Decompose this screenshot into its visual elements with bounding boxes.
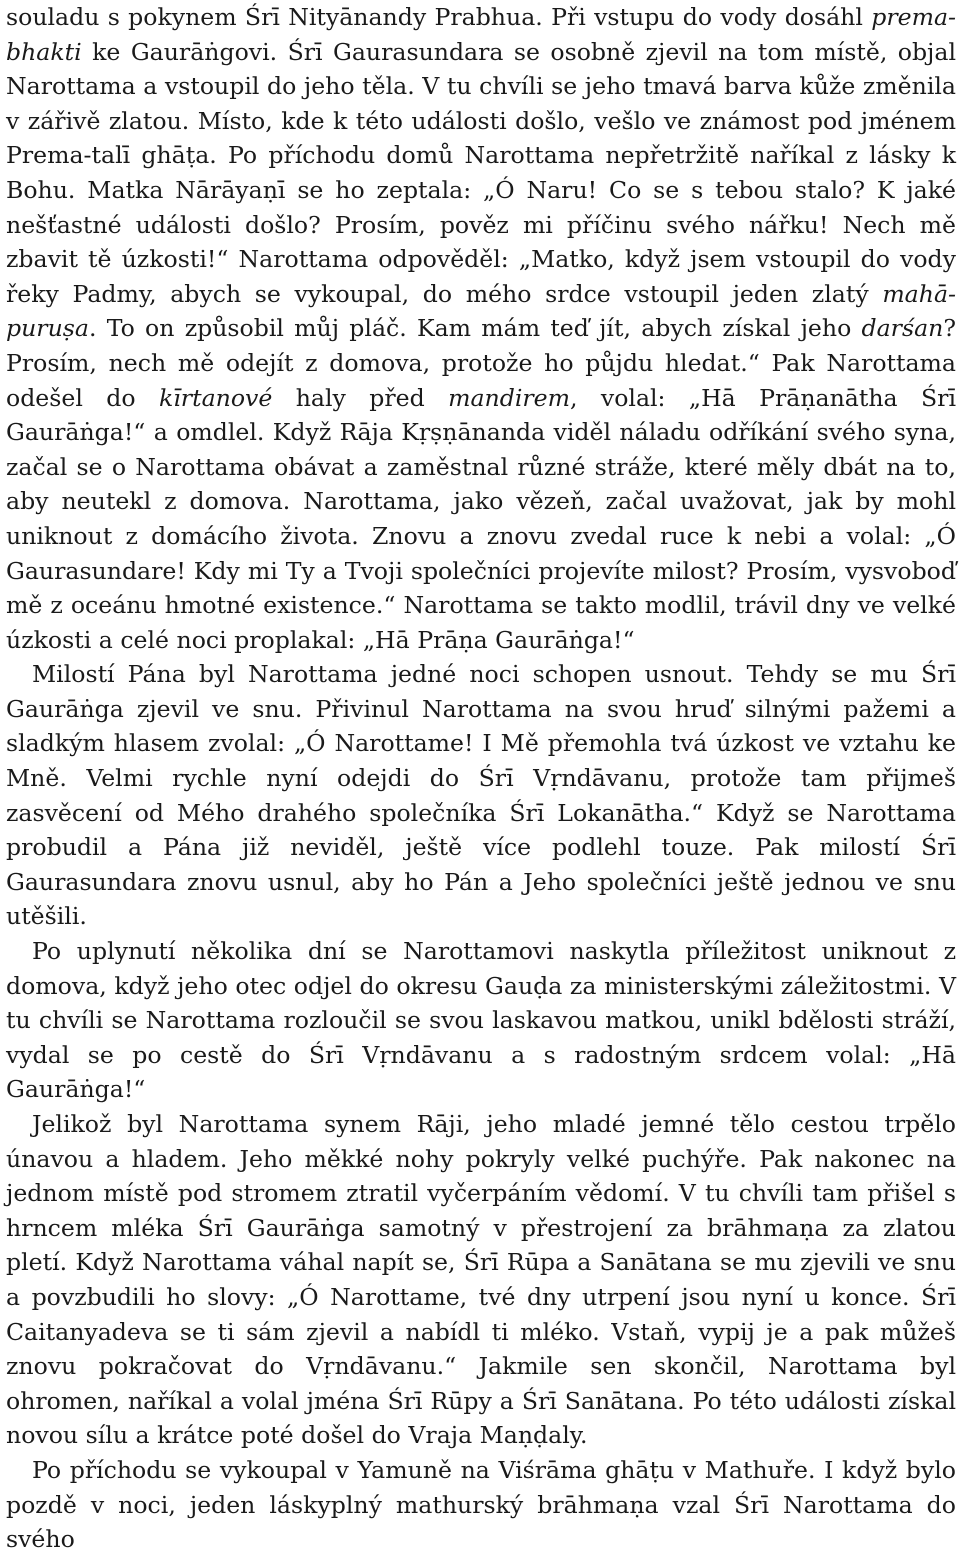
text-run: souladu s pokynem Śrī Nityānandy Prabhua. Při vstupu do vody dosáhl [6, 3, 872, 31]
paragraph [6, 1107, 956, 1453]
text-run: Jelikož byl Narottama synem Rāji, jeho mladé jemné tělo cestou trpělo únavou a hladem. Jeho měkké nohy pokryly velké puchýře. Pak nakonec na jednom místě pod stromem ztratil vyčerpáním vědomí. V tu chvíli tam přišel s hrncem mléka Śrī Gaurāṅga samotný v přestrojení za brāhmaṇa za zlatou pletí. Když Narottama váhal napít se, Śrī Rūpa a Sanātana se mu zjevili ve snu a povzbudili ho slovy: „Ó Narottame, tvé dny utrpení jsou nyní u konce. Śrī Caitanyadeva se ti sám zjevil a nabídl ti mléko. Vstaň, vypij je a pak můžeš znovu pokračovat do Vṛndāvanu.“ Jakmile sen skončil, Narottama byl ohromen, naříkal a volal jména Śrī Rūpy a Śrī Sanātana. Po této události získal novou sílu a krátce poté došel do Vraja Maṇḍaly. [6, 1110, 956, 1450]
italic-term: kīrtanové [158, 383, 273, 412]
italic-term: mahā-puruṣa [6, 279, 956, 343]
italic-term: darśan [861, 314, 944, 343]
paragraph [6, 934, 956, 1107]
paragraph [6, 1453, 956, 1557]
text-run: ? Prosím, nech mě odejít z domova, protože ho půjdu hledat.“ Pak Narottama odešel do [6, 314, 956, 412]
text-run: , volal: „Hā Prāṇanātha Śrī Gaurāṅga!“ a omdlel. Když Rāja Kṛṣṇānanda viděl náladu odříkání svého syna, začal se o Narottama obávat a zaměstnal různé stráže, které měly dbát na to, aby neutekl z domova. Narottama, jako vězeň, začal uvažovat, jak by mohl uniknout z domácího života. Znovu a znovu zvedal ruce k nebi a volal: „Ó Gaurasundare! Kdy mi Ty a Tvoji společníci projevíte milost? Prosím, vysvoboď mě z oceánu hmotné existence.“ Narottama se takto modlil, trávil dny ve velké úzkosti a celé noci proplakal: „Hā Prāṇa Gaurāṅga!“ [6, 383, 956, 654]
italic-term: prema-bhakti [6, 3, 956, 66]
paragraph [6, 657, 956, 934]
text-run: . To on způsobil můj pláč. Kam mám teď jít, abych získal jeho [88, 314, 862, 343]
text-run: Po příchodu se vykoupal v Yamuně na Viśrāma ghāṭu v Mathuře. I když bylo pozdě v noci, jeden láskyplný mathurský brāhmaṇa vzal Śrī Narottama do svého [6, 1455, 956, 1554]
text-run: Po uplynutí několika dní se Narottamovi naskytla příležitost uniknout z domova, když jeho otec odjel do okresu Gauḍa za ministerskými záležitostmi. V tu chvíli se Narottama rozloučil se svou laskavou matkou, unikl bdělosti stráží, vydal se po cestě do Śrī Vṛndāvanu a s radostným srdcem volal: „Hā Gaurāṅga!“ [6, 937, 956, 1104]
document-page [6, 0, 956, 1557]
text-run: Milostí Pána byl Narottama jedné noci schopen usnout. Tehdy se mu Śrī Gaurāṅga zjevil ve snu. Přivinul Narottama na svou hruď silnými pažemi a sladkým hlasem zvolal: „Ó Narottame! I Mě přemohla tvá úzkost ve vztahu ke Mně. Velmi rychle nyní odejdi do Śrī Vṛndāvanu, protože tam přijmeš zasvěcení od Mého drahého společníka Śrī Lokanātha.“ Když se Narottama probudil a Pána již neviděl, ještě více podlehl touze. Pak milostí Śrī Gaurasundara znovu usnul, aby ho Pán a Jeho společníci ještě jednou ve snu utěšili. [6, 660, 956, 931]
italic-term: mandirem [448, 383, 570, 412]
paragraph [6, 0, 956, 657]
text-run: haly před [272, 383, 449, 412]
text-run: ke Gaurāṅgovi. Śrī Gaurasundara se osobně zjevil na tom místě, objal Narottama a vstoupil do jeho těla. V tu chvíli se jeho tmavá barva kůže změnila v zářivě zlatou. Místo, kde k této události došlo, vešlo ve známost pod jménem Prema-talī ghāṭa. Po příchodu domů Narottama nepřetržitě naříkal z lásky k Bohu. Matka Nārāyaṇī se ho zeptala: „Ó Naru! Co se s tebou stalo? K jaké nešťastné události došlo? Prosím, pověz mi příčinu svého nářku! Nech mě zbavit tě úzkosti!“ Narottama odpověděl: „Matko, když jsem vstoupil do vody řeky Padmy, abych se vykoupal, do mého srdce vstoupil jeden zlatý [6, 37, 956, 308]
